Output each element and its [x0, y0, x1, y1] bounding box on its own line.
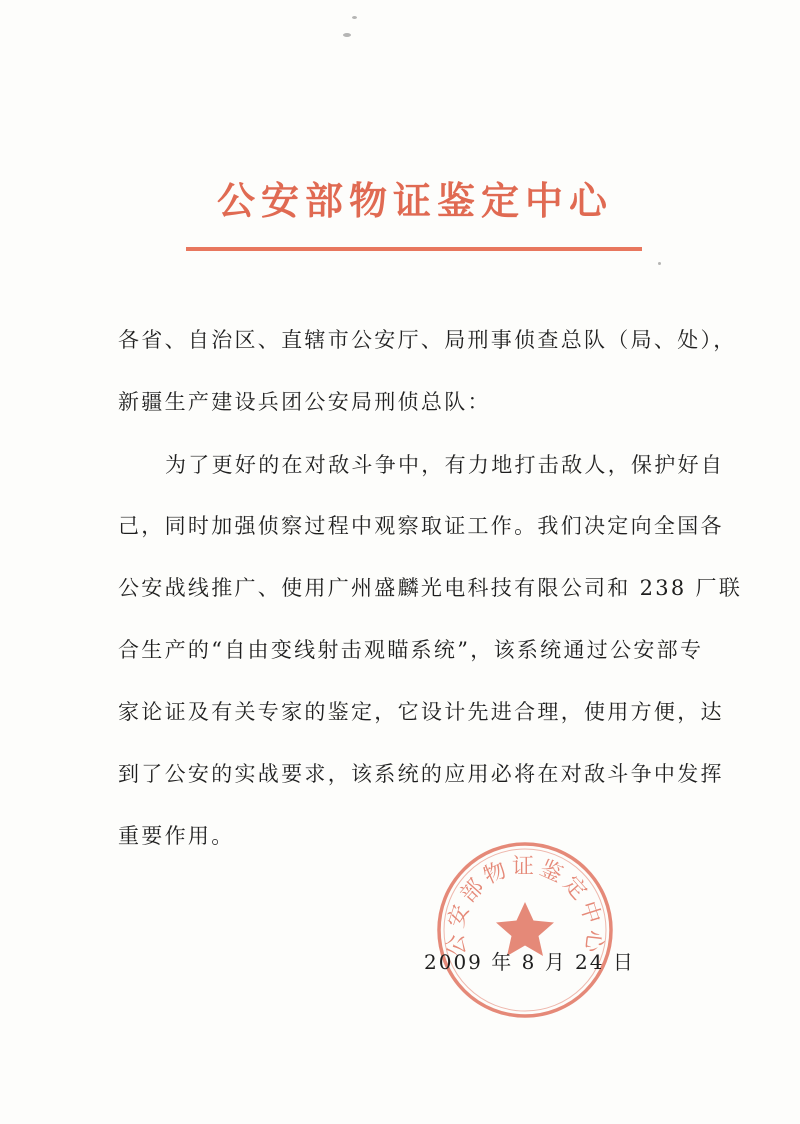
addressee-line-1: 各省、自治区、直辖市公安厅、局刑事侦查总队（局、处）， [118, 328, 737, 352]
body-paragraph-line: 家论证及有关专家的鉴定，它设计先进合理，使用方便，达 [118, 700, 724, 724]
official-seal-stamp [433, 838, 617, 1022]
body-paragraph-line: 己，同时加强侦察过程中观察取证工作。我们决定向全国各 [118, 514, 724, 538]
scan-speck [343, 33, 351, 37]
letterhead-title: 公安部物证鉴定中心 [216, 179, 613, 223]
seal-text-path: 公安部物证鉴定中心 [443, 854, 607, 958]
body-paragraph-line: 合生产的“自由变线射击观瞄系统”，该系统通过公安部专 [118, 638, 704, 662]
body-paragraph-line: 公安战线推广、使用广州盛麟光电科技有限公司和 238 厂联 [118, 576, 743, 600]
addressee-line-2: 新疆生产建设兵团公安局刑侦总队： [118, 390, 491, 414]
body-paragraph-line: 为了更好的在对敌斗争中，有力地打击敌人，保护好自 [165, 453, 725, 477]
scan-speck [658, 262, 661, 265]
letterhead-rule [186, 247, 642, 251]
body-paragraph-line: 到了公安的实战要求，该系统的应用必将在对敌斗争中发挥 [118, 762, 724, 786]
letter-date: 2009 年 8 月 24 日 [424, 950, 635, 974]
scan-speck [352, 16, 357, 19]
body-paragraph-line: 重要作用。 [118, 824, 235, 848]
